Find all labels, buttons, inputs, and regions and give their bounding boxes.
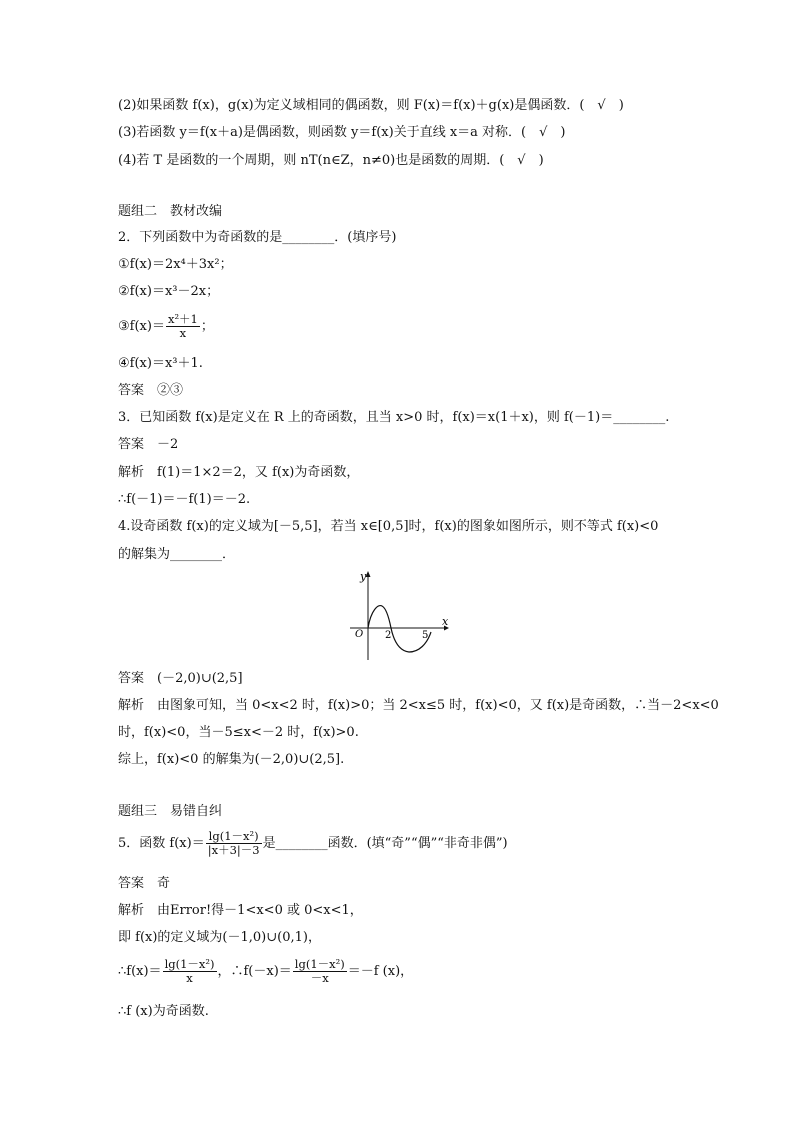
q2-stem: 2．下列函数中为奇函数的是________．(填序号)	[118, 230, 397, 245]
q2-option-3-fraction	[166, 313, 200, 340]
fraction-denominator: x	[179, 326, 187, 340]
fraction-denominator: x	[186, 971, 193, 985]
q5-answer: 答案 奇	[118, 876, 171, 891]
tick-label-2: 2	[385, 630, 392, 641]
fraction-denominator: －x	[310, 971, 329, 985]
q4-analysis-1: 解析 由图象可知，当 0<x<2 时，f(x)>0；当 2<x≤5 时，f(x)<0，又 f(x)是奇函数，∴当－2<x<0	[118, 698, 719, 713]
q3-analysis-2: ∴f(－1)＝－f(1)＝－2.	[118, 492, 251, 507]
q4-answer: 答案 (－2,0)∪(2,5]	[118, 671, 243, 686]
q2-option-3-prefix: ③f(x)＝	[118, 319, 165, 334]
group3-heading: 题组三 易错自纠	[118, 804, 223, 819]
q3-answer: 答案 －2	[118, 437, 179, 452]
function-graph	[338, 566, 458, 664]
function-curve	[368, 606, 431, 652]
fraction-numerator: lg(1－x²)	[206, 830, 262, 844]
judgement-item-2: (2)如果函数 f(x)，g(x)为定义域相同的偶函数，则 F(x)＝f(x)＋g(x)是偶函数．( √ )	[118, 98, 624, 113]
tick-label-5: 5	[422, 630, 429, 641]
q5-stem	[118, 830, 508, 857]
q2-option-4: ④f(x)＝x³＋1.	[118, 356, 203, 371]
fraction-2	[293, 958, 347, 985]
fraction-numerator: lg(1－x²)	[294, 957, 345, 971]
q2-option-3	[118, 313, 214, 340]
x-axis-label: x	[442, 615, 449, 628]
fraction-numerator: lg(1－x²)	[164, 957, 215, 971]
q5-analysis-2: 即 f(x)的定义域为(－1,0)∪(0,1)，	[118, 930, 321, 945]
q5-stem-suffix: 是________函数．(填“奇”“偶”“非奇非偶”)	[262, 836, 508, 851]
q2-option-3-suffix: ；	[200, 319, 214, 334]
q5-analysis-1: 解析 由Error!得－1<x<0 或 0<x<1，	[118, 903, 363, 918]
y-axis-arrow	[366, 571, 371, 577]
q4-analysis-2: 时，f(x)<0，当－5≤x<－2 时，f(x)>0.	[118, 725, 359, 740]
fraction-1	[163, 958, 217, 985]
q5-stem-prefix: 5．函数 f(x)＝	[118, 836, 205, 851]
q2-option-2: ②f(x)＝x³－2x；	[118, 284, 220, 299]
judgement-item-4: (4)若 T 是函数的一个周期，则 nT(n∈Z，n≠0)也是函数的周期．( √ )	[118, 153, 544, 168]
q4-analysis-3: 综上，f(x)<0 的解集为(－2,0)∪(2,5].	[118, 752, 345, 767]
q3-stem: 3．已知函数 f(x)是定义在 R 上的奇函数，且当 x>0 时，f(x)＝x(1＋x)，则 f(－1)＝________.	[118, 410, 670, 425]
q5-analysis-4: ∴f (x)为奇函数.	[118, 1004, 209, 1019]
q5-analysis-3	[118, 958, 413, 985]
group2-heading: 题组二 教材改编	[118, 204, 223, 219]
fraction-denominator: |x＋3|－3	[207, 843, 260, 857]
y-axis-label: y	[360, 570, 367, 583]
analysis-text: ，∴f(－x)＝	[217, 964, 292, 979]
judgement-item-3: (3)若函数 y＝f(x＋a)是偶函数，则函数 y＝f(x)关于直线 x＝a 对称．( √ )	[118, 125, 566, 140]
analysis-text: ∴f(x)＝	[118, 964, 162, 979]
q2-answer: 答案 ②③	[118, 383, 184, 398]
analysis-text: ＝－f (x)，	[347, 964, 414, 979]
q4-stem-1: 4.设奇函数 f(x)的定义域为[－5,5]，若当 x∈[0,5]时，f(x)的图象如图所示，则不等式 f(x)<0	[118, 519, 659, 534]
origin-label: O	[355, 629, 364, 640]
q5-fraction	[206, 830, 262, 857]
q2-option-1: ①f(x)＝2x⁴＋3x²；	[118, 257, 233, 272]
q3-analysis-1: 解析 f(1)＝1×2＝2，又 f(x)为奇函数，	[118, 465, 360, 480]
fraction-numerator: x²＋1	[167, 312, 198, 326]
q4-stem-2: 的解集为________．	[118, 547, 236, 562]
